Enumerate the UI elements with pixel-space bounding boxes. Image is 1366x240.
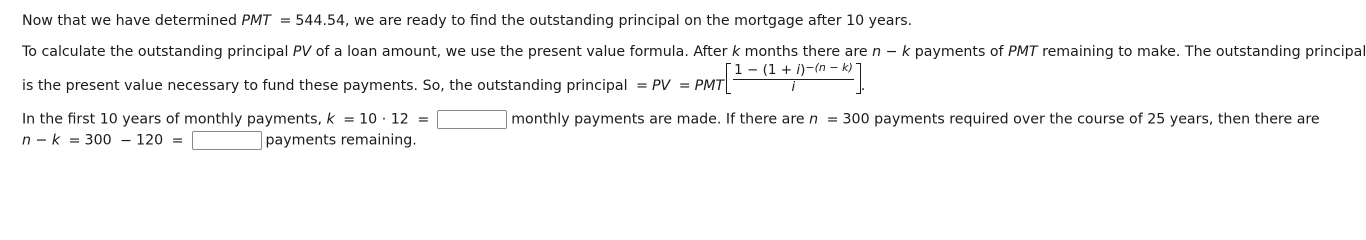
text: remaining to make. The outstanding principal [1042, 44, 1366, 60]
equals-sign: = [171, 132, 184, 149]
equals-sign: = [678, 78, 691, 94]
pmt-symbol: PMT [241, 13, 271, 29]
k-symbol: k [51, 132, 61, 149]
pmt-symbol: PMT [694, 78, 725, 94]
k-symbol: k [902, 44, 911, 60]
fraction-denominator: i [791, 79, 796, 95]
exponent: −(n − k) [805, 61, 853, 74]
close-paren: ) [800, 62, 806, 78]
pmt-symbol: PMT [1008, 44, 1038, 60]
payments-remaining-answer-input[interactable] [192, 131, 262, 150]
text: monthly payments are made. If there are [511, 111, 805, 128]
text: of a loan amount, we use the present value formula. After [315, 44, 728, 60]
n-symbol: n [22, 132, 31, 149]
payments-made-answer-input[interactable] [437, 110, 507, 129]
pv-symbol: PV [651, 78, 671, 94]
text: 300 payments required over the course of 25 years, then there are [842, 111, 1320, 128]
equals-sign: = [826, 111, 839, 128]
question-line-2 [22, 131, 417, 150]
present-value-formula [724, 63, 861, 97]
k-symbol: k [731, 44, 741, 60]
intro-line [22, 12, 912, 30]
text: payments of [914, 44, 1004, 60]
equals-sign: = [343, 111, 356, 128]
text: months there are [744, 44, 868, 60]
minus-sign: − [120, 132, 133, 149]
n-symbol: n [872, 44, 882, 60]
equals-sign: = [68, 132, 81, 149]
minus-sign: − [885, 44, 898, 60]
explanation-line-2 [22, 61, 866, 103]
text: 544.54, we are ready to find the outstanding principal on the mortgage after 10 years. [295, 13, 913, 29]
text: is the present value necessary to fund these payments. So, the outstanding principal [22, 78, 628, 94]
period: . [860, 78, 866, 94]
n-symbol: n [809, 111, 819, 128]
i-symbol: i [796, 62, 801, 78]
product-text: 10 · 12 [359, 111, 409, 128]
right-bracket [856, 63, 861, 94]
equals-sign: = [279, 13, 292, 29]
fraction-numerator [733, 63, 854, 80]
equals-sign: = [417, 111, 430, 128]
fraction [731, 63, 856, 95]
equals-sign: = [636, 78, 648, 94]
text: Now that we have determined [22, 13, 237, 29]
number-120: 120 [136, 132, 164, 149]
question-line-1 [22, 110, 1320, 129]
explanation-line-1 [22, 43, 1366, 61]
k-symbol: k [326, 111, 335, 128]
text: payments remaining. [265, 132, 417, 149]
minus-sign: − [35, 132, 48, 149]
text: To calculate the outstanding principal [22, 44, 289, 60]
numerator-text: 1 − (1 + [734, 62, 797, 78]
pv-symbol: PV [292, 44, 312, 60]
number-300: 300 [84, 132, 112, 149]
text: In the first 10 years of monthly payments, [22, 111, 323, 128]
